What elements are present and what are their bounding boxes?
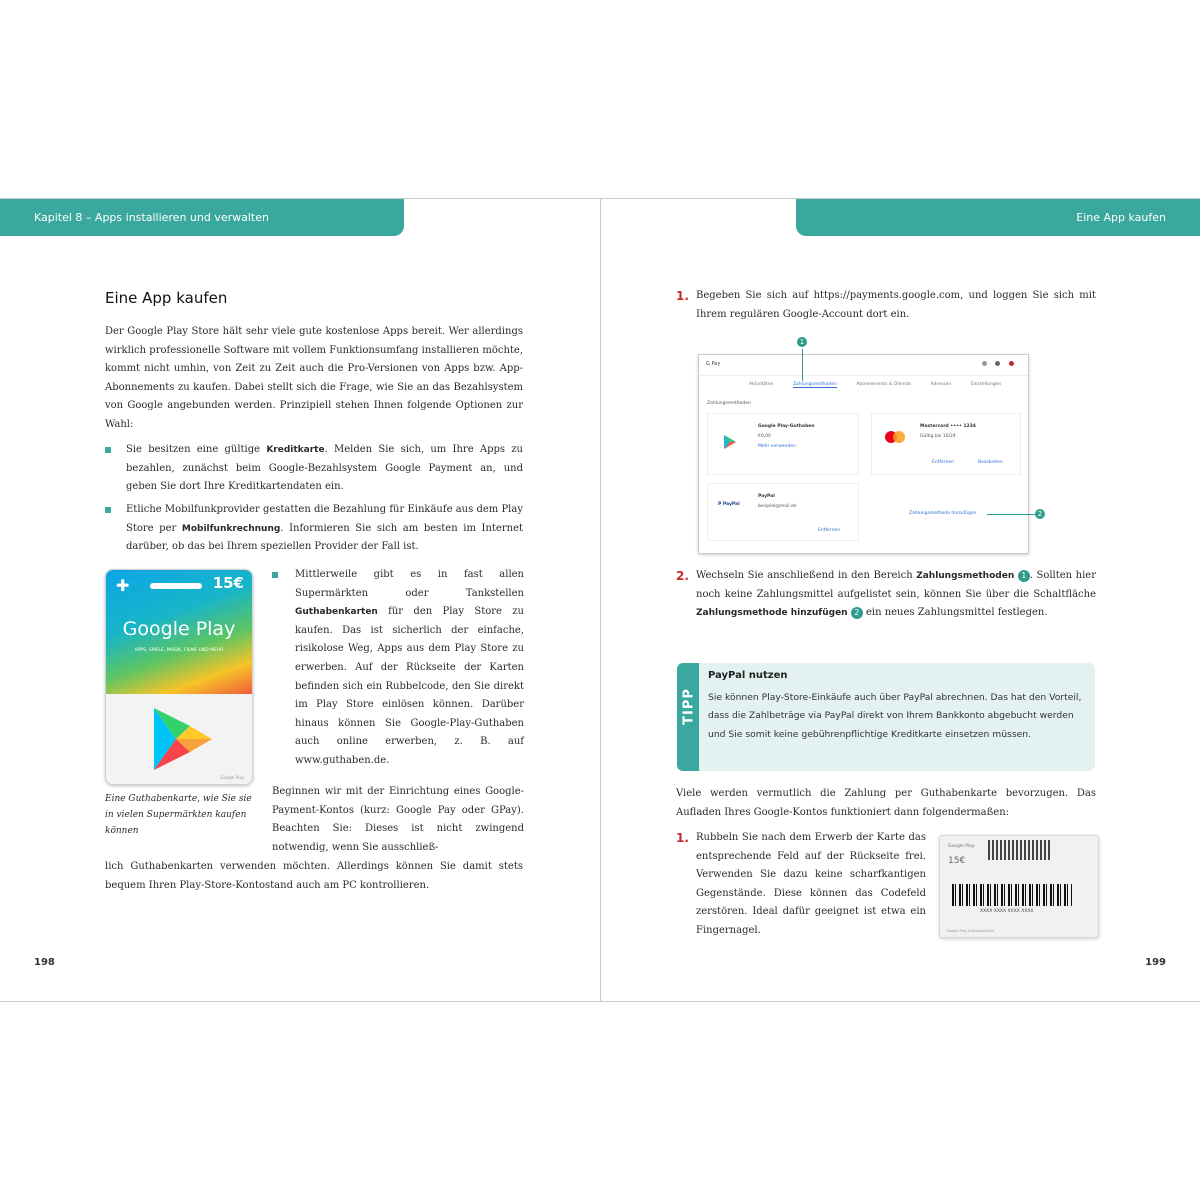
- bullet-marker: [105, 507, 111, 513]
- play-balance-amount: €0,00: [758, 434, 771, 439]
- card-back-footer: Google Play Guthabenkarte: [946, 929, 995, 933]
- screenshot-section-label: Zahlungsmethoden: [707, 401, 751, 406]
- intro-paragraph: Der Google Play Store hält sehr viele gute kostenlose Apps bereit. Wer allerdings wirklich professionelle Software mit vollem Funktionsumfang installieren möchte, kommt nicht umhin, von Zeit zu Zeit auch die Pro-Versionen von Apps bzw. App-Abonnements zu kaufen. Dabei stellt sich die Frage, wie Sie an das Bezahlsystem von Google angebunden werden. Prinzipiell stehen Ihnen folgende Optionen zur Wahl:: [105, 326, 523, 430]
- gift-card-lower: [106, 694, 252, 784]
- step-text: Rubbeln Sie nach dem Erwerb der Karte das entsprechende Feld auf der Rückseite frei. Verwenden Sie dazu keine scharfkantigen Gegenstände. Diese können das Codefeld zerstören. Ideal dafür geeignet ist etwa ein Fingernagel.: [696, 832, 926, 936]
- gift-card-front: [106, 570, 252, 694]
- help-icon: [982, 361, 987, 366]
- step-number: 2.: [676, 569, 689, 583]
- setup-paragraph-continued: lich Guthabenkarten verwenden möchten. Allerdings können Sie damit stets bequem Ihren Play-Store-Kontostand auch am PC kontrollieren.: [105, 861, 523, 891]
- play-balance-title: Google Play-Guthaben: [758, 424, 815, 429]
- mastercard-expiry: Gültig bis 10/24: [920, 434, 956, 439]
- callout-1: 1: [797, 337, 807, 347]
- setup-paragraph: Beginnen wir mit der Einrichtung eines Google-Payment-Kontos (kurz: Google Pay oder GPay). Beachten Sie: Dieses ist nicht zwingend notwendig, wenn Sie ausschließ-: [272, 786, 524, 853]
- screenshot-topbar: [699, 355, 1028, 376]
- callout-2: 2: [1035, 509, 1045, 519]
- gift-card-image: [105, 569, 253, 785]
- bullet-text: Sie besitzen eine gültige Kreditkarte. Melden Sie sich, um Ihre Apps zu bezahlen, zunächst beim Google-Bezahlsystem Google Payment an, und geben Sie dort Ihre Kreditkartendaten ein.: [126, 444, 523, 493]
- step-text: Wechseln Sie anschließend in den Bereich Zahlungsmethoden 1 . Sollten hier noch keine Zahlungsmittel aufgelistet sein, können Sie über die Schaltfläche Zahlungsmethode hinzufügen 2 ein neues Zahlungsmittel festlegen.: [696, 570, 1096, 619]
- chapter-header: Kapitel 8 – Apps installieren und verwalten: [0, 199, 404, 236]
- paypal-title: PayPal: [758, 494, 775, 499]
- bullet-text: Etliche Mobilfunkprovider gestatten die Bezahlung für Einkäufe aus dem Play Store per Mobilfunkrechnung. Informieren Sie sich am besten im Internet darüber, ob das bei Ihrem speziellen Provider der Fall ist.: [126, 504, 523, 553]
- paypal-icon: P PayPal: [718, 502, 740, 507]
- mastercard-icon: [884, 430, 906, 444]
- gift-card-amount: 15€: [212, 574, 244, 592]
- card-back-code: XXXX XXXX XXXX XXXX: [980, 909, 1034, 914]
- book-spread: [0, 198, 1200, 1002]
- bullet-mobile-billing: [105, 501, 523, 557]
- play-logo-icon: [722, 434, 738, 450]
- tab-subscriptions[interactable]: Abonnements & Dienste: [856, 382, 912, 387]
- plus-icon: ✚: [116, 576, 130, 595]
- section-title: Eine App kaufen: [105, 289, 228, 307]
- tab-payment-methods[interactable]: Zahlungsmethoden: [792, 382, 837, 387]
- bullet-text: Mittlerweile gibt es in fast allen Supermärkten oder Tankstellen Guthabenkarten für den Play Store zu kaufen. Das ist sicherlich der einfache, risikolose Weg, Apps aus dem Play Store zu erwerben. Auf der Rückseite der Karten befinden sich ein Rubbelcode, den Sie direkt im Play Store einlösen können. Darüber hinaus können Sie Google-Play-Guthaben auch online erwerben, z. B. auf www.guthaben.de.: [295, 569, 524, 766]
- right-page: [601, 198, 1200, 1002]
- paypal-card: [707, 483, 859, 541]
- page-number: 198: [34, 957, 55, 968]
- mastercard-remove[interactable]: Entfernen: [932, 460, 955, 465]
- badge-2: 2: [851, 607, 863, 619]
- paypal-remove[interactable]: Entfernen: [818, 528, 841, 533]
- left-page: [0, 198, 601, 1002]
- mastercard-card: [871, 413, 1021, 475]
- paypal-account: beispiel@mail.de: [758, 504, 797, 509]
- bullet-marker: [105, 447, 111, 453]
- step-2: [676, 567, 1096, 623]
- mastercard-title: Mastercard •••• 1234: [920, 424, 976, 429]
- tip-text: Sie können Play-Store-Einkäufe auch über PayPal abrechnen. Das hat den Vorteil, dass die Zahlbeträge via PayPal direkt von Ihrem Bankkonto abgebucht werden und Sie somit keine gebührenpflichtige Kreditkarte einsetzen müssen.: [708, 692, 1082, 740]
- card-back-image: [939, 835, 1099, 938]
- step-text: Begeben Sie sich auf https://payments.google.com, und loggen Sie sich mit Ihrem regulären Google-Account dort ein.: [696, 290, 1096, 320]
- tab-activities[interactable]: Aktivitäten: [749, 382, 774, 387]
- play-balance-card: [707, 413, 859, 475]
- tip-label: TIPP: [681, 688, 697, 725]
- tip-band: [677, 663, 699, 771]
- bullet-credit-card: [105, 441, 523, 497]
- gift-card-subtitle: APPS, SPIELE, MUSIK, FILME UND MEHR: [134, 648, 224, 653]
- card-back-brand: Google Play: [948, 844, 975, 849]
- card-hanger: [150, 583, 202, 589]
- card-back-amount: 15€: [948, 856, 966, 866]
- page-number: 199: [1145, 957, 1166, 968]
- image-caption: Eine Guthabenkarte, wie Sie sie in vielen Supermärkten kaufen können: [105, 794, 252, 836]
- screenshot-tabs: [749, 382, 1019, 388]
- barcode-icon: [952, 884, 1072, 906]
- step-1: [676, 287, 1096, 324]
- step-number: 1.: [676, 831, 689, 845]
- tab-addresses[interactable]: Adressen: [930, 382, 952, 387]
- gift-card-paragraph: Viele werden vermutlich die Zahlung per Guthabenkarte bevorzugen. Das Aufladen Ihres Google-Kontos funktioniert dann folgendermaßen:: [676, 788, 1096, 818]
- gift-card-footer: Google Play: [220, 775, 244, 780]
- section-header: Eine App kaufen: [796, 199, 1200, 236]
- tip-box: [677, 663, 1095, 771]
- apps-icon: [995, 361, 1000, 366]
- bullet-marker: [272, 572, 278, 578]
- step-number: 1.: [676, 289, 689, 303]
- bullet-gift-card: [272, 566, 524, 771]
- callout-line-2: [987, 514, 1035, 515]
- screenshot-brand: G Pay: [706, 361, 721, 367]
- avatar: [1009, 361, 1014, 366]
- tab-settings[interactable]: Einstellungen: [970, 382, 1002, 387]
- payments-screenshot: [698, 354, 1029, 554]
- callout-line-1: [802, 349, 803, 381]
- qr-code-icon: [988, 840, 1050, 860]
- badge-1: 1: [1018, 570, 1030, 582]
- step-scratch: [676, 829, 926, 941]
- mastercard-edit[interactable]: Bearbeiten: [978, 460, 1003, 465]
- play-logo-icon: [106, 694, 252, 784]
- play-balance-link[interactable]: Mehr verwenden: [758, 444, 796, 449]
- add-payment-method-link[interactable]: Zahlungsmethode hinzufügen: [909, 511, 977, 516]
- tip-title: PayPal nutzen: [708, 670, 788, 681]
- gift-card-title: Google Play: [122, 618, 236, 640]
